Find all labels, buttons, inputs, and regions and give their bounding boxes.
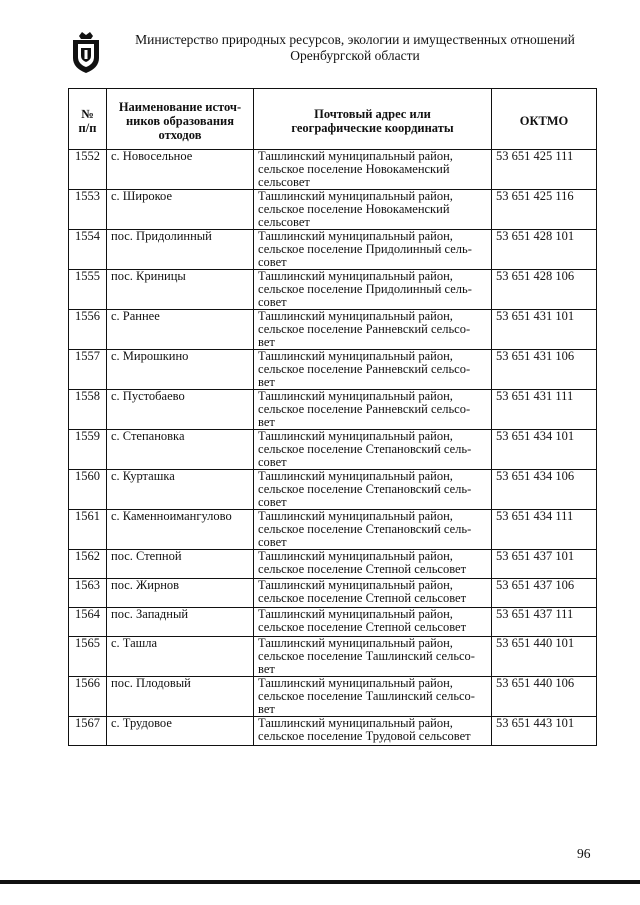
table-row: [69, 470, 597, 510]
address-cell: Ташлинский муниципальный район, сельское поселение Новокаменский сельсовет: [254, 150, 492, 190]
oktmo-cell: 53 651 431 111: [492, 390, 597, 430]
row-number-cell: 1553: [69, 190, 107, 230]
oktmo-cell: 53 651 437 106: [492, 579, 597, 608]
table-row: [69, 150, 597, 190]
source-name-cell: пос. Криницы: [107, 270, 254, 310]
source-name-cell: с. Широкое: [107, 190, 254, 230]
address-cell: Ташлинский муниципальный район, сельское поселение Степной сельсовет: [254, 608, 492, 637]
source-name-cell: с. Курташка: [107, 470, 254, 510]
source-name-cell: с. Степановка: [107, 430, 254, 470]
row-number-cell: 1562: [69, 550, 107, 579]
oktmo-cell: 53 651 440 101: [492, 637, 597, 677]
oktmo-cell: 53 651 434 111: [492, 510, 597, 550]
oktmo-cell: 53 651 428 106: [492, 270, 597, 310]
oktmo-cell: 53 651 437 101: [492, 550, 597, 579]
column-header-number: № п/п: [69, 89, 107, 150]
address-cell: Ташлинский муниципальный район, сельское поселение Степной сельсовет: [254, 550, 492, 579]
source-name-cell: с. Ташла: [107, 637, 254, 677]
row-number-cell: 1552: [69, 150, 107, 190]
oktmo-cell: 53 651 434 106: [492, 470, 597, 510]
row-number-cell: 1554: [69, 230, 107, 270]
address-cell: Ташлинский муниципальный район, сельское поселение Придолинный сель- совет: [254, 230, 492, 270]
oktmo-cell: 53 651 431 101: [492, 310, 597, 350]
column-header-address: Почтовый адрес или географические координаты: [254, 89, 492, 150]
oktmo-cell: 53 651 440 106: [492, 677, 597, 717]
table-row: [69, 430, 597, 470]
oktmo-cell: 53 651 425 116: [492, 190, 597, 230]
row-number-cell: 1563: [69, 579, 107, 608]
table-row: [69, 190, 597, 230]
address-cell: Ташлинский муниципальный район, сельское поселение Придолинный сель- совет: [254, 270, 492, 310]
address-cell: Ташлинский муниципальный район, сельское поселение Ранневский сельсо- вет: [254, 350, 492, 390]
oktmo-cell: 53 651 428 101: [492, 230, 597, 270]
source-name-cell: пос. Плодовый: [107, 677, 254, 717]
address-cell: Ташлинский муниципальный район, сельское поселение Трудовой сельсовет: [254, 717, 492, 746]
source-name-cell: пос. Степной: [107, 550, 254, 579]
row-number-cell: 1556: [69, 310, 107, 350]
row-number-cell: 1561: [69, 510, 107, 550]
address-cell: Ташлинский муниципальный район, сельское поселение Новокаменский сельсовет: [254, 190, 492, 230]
address-cell: Ташлинский муниципальный район, сельское поселение Степановский сель- совет: [254, 430, 492, 470]
table-row: [69, 579, 597, 608]
region-title: Оренбургской области: [290, 48, 420, 63]
column-header-name: Наименование источ- ников образования отходов: [107, 89, 254, 150]
table-row: [69, 350, 597, 390]
source-name-cell: пос. Жирнов: [107, 579, 254, 608]
address-cell: Ташлинский муниципальный район, сельское поселение Степановский сель- совет: [254, 470, 492, 510]
column-header-oktmo: ОКТМО: [492, 89, 597, 150]
oktmo-cell: 53 651 431 106: [492, 350, 597, 390]
source-name-cell: с. Пустобаево: [107, 390, 254, 430]
row-number-cell: 1558: [69, 390, 107, 430]
coat-of-arms-icon: [70, 30, 102, 74]
source-name-cell: с. Раннее: [107, 310, 254, 350]
bottom-rule: [0, 880, 640, 884]
row-number-cell: 1565: [69, 637, 107, 677]
waste-sources-table: [68, 88, 597, 746]
table-row: [69, 677, 597, 717]
source-name-cell: с. Новосельное: [107, 150, 254, 190]
page-number: 96: [577, 846, 591, 861]
table-row: [69, 608, 597, 637]
row-number-cell: 1559: [69, 430, 107, 470]
table-row: [69, 270, 597, 310]
oktmo-cell: 53 651 425 111: [492, 150, 597, 190]
source-name-cell: пос. Западный: [107, 608, 254, 637]
source-name-cell: с. Мирошкино: [107, 350, 254, 390]
row-number-cell: 1557: [69, 350, 107, 390]
table-row: [69, 637, 597, 677]
table-row: [69, 510, 597, 550]
address-cell: Ташлинский муниципальный район, сельское поселение Ранневский сельсо- вет: [254, 310, 492, 350]
source-name-cell: с. Трудовое: [107, 717, 254, 746]
source-name-cell: пос. Придолинный: [107, 230, 254, 270]
address-cell: Ташлинский муниципальный район, сельское поселение Ранневский сельсо- вет: [254, 390, 492, 430]
row-number-cell: 1555: [69, 270, 107, 310]
address-cell: Ташлинский муниципальный район, сельское поселение Степной сельсовет: [254, 579, 492, 608]
table-row: [69, 230, 597, 270]
address-cell: Ташлинский муниципальный район, сельское поселение Степановский сель- совет: [254, 510, 492, 550]
oktmo-cell: 53 651 443 101: [492, 717, 597, 746]
row-number-cell: 1560: [69, 470, 107, 510]
table-row: [69, 550, 597, 579]
row-number-cell: 1567: [69, 717, 107, 746]
table-row: [69, 310, 597, 350]
address-cell: Ташлинский муниципальный район, сельское поселение Ташлинский сельсо- вет: [254, 637, 492, 677]
ministry-title: Министерство природных ресурсов, экологии и имущественных отношений: [135, 32, 575, 47]
table-row: [69, 390, 597, 430]
table-header-row: [69, 89, 597, 150]
document-header: [120, 32, 590, 64]
source-name-cell: с. Каменноимангулово: [107, 510, 254, 550]
address-cell: Ташлинский муниципальный район, сельское поселение Ташлинский сельсо- вет: [254, 677, 492, 717]
oktmo-cell: 53 651 434 101: [492, 430, 597, 470]
table-row: [69, 717, 597, 746]
row-number-cell: 1566: [69, 677, 107, 717]
oktmo-cell: 53 651 437 111: [492, 608, 597, 637]
row-number-cell: 1564: [69, 608, 107, 637]
